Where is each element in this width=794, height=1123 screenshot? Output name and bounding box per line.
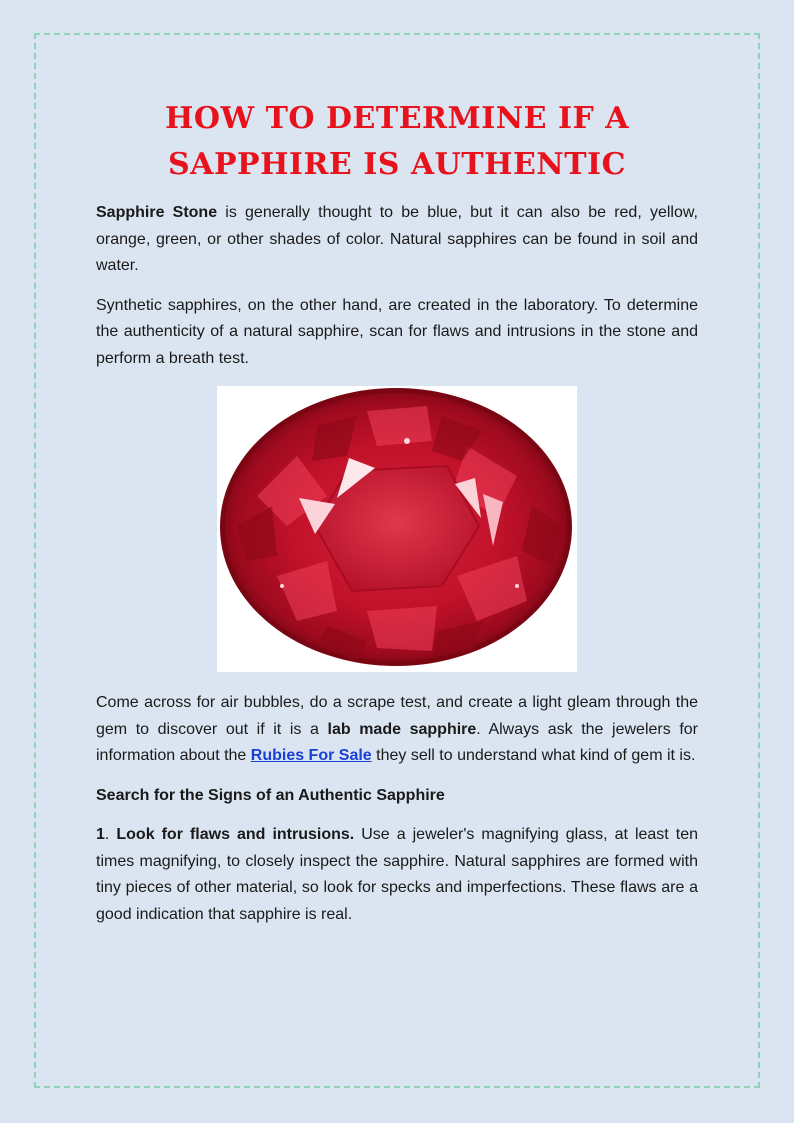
- tests-paragraph: [96, 690, 698, 770]
- step-text: Use a jeweler's magnifying glass, at least ten times magnifying, to closely inspect the sapphire. Natural sapphires are formed with tiny pieces of other material, so look for specks and imperfections. These flaws are a good indication that sapphire is real.: [96, 826, 699, 923]
- step-title: Look for flaws and intrusions.: [116, 826, 355, 843]
- lab-made-sapphire-term: lab made sapphire: [327, 720, 477, 738]
- tests-text-before: Come across for air bubbles, do a scrape test, and create a light gleam through the gem to discover out if it is a: [96, 694, 698, 738]
- tests-text-middle: . Always ask the jewelers for information about the: [96, 720, 699, 764]
- rubies-for-sale-link[interactable]: Rubies For Sale: [250, 747, 372, 764]
- document-body: [96, 96, 698, 941]
- tests-text-after: they sell to understand what kind of gem it is.: [371, 747, 696, 764]
- page-title: HOW TO DETERMINE IF A SAPPHIRE IS AUTHENTIC: [164, 101, 630, 182]
- step-1-paragraph: [96, 822, 698, 928]
- intro-text: is generally thought to be blue, but it can also be red, yellow, orange, green, or other shades of color. Natural sapphires can be found in soil and water.: [96, 204, 698, 274]
- red-oval-gemstone-icon: [217, 386, 577, 672]
- intro-paragraph: [96, 200, 698, 280]
- section-heading: Search for the Signs of an Authentic Sapphire: [96, 786, 445, 804]
- step-separator: .: [104, 826, 117, 843]
- gemstone-image: [217, 386, 577, 672]
- step-number: 1: [96, 826, 105, 843]
- sapphire-stone-term: Sapphire Stone: [96, 204, 218, 221]
- synthetic-paragraph: Synthetic sapphires, on the other hand, are created in the laboratory. To determine the authenticity of a natural sapphire, scan for flaws and intrusions in the stone and perform a breath test.: [96, 296, 698, 367]
